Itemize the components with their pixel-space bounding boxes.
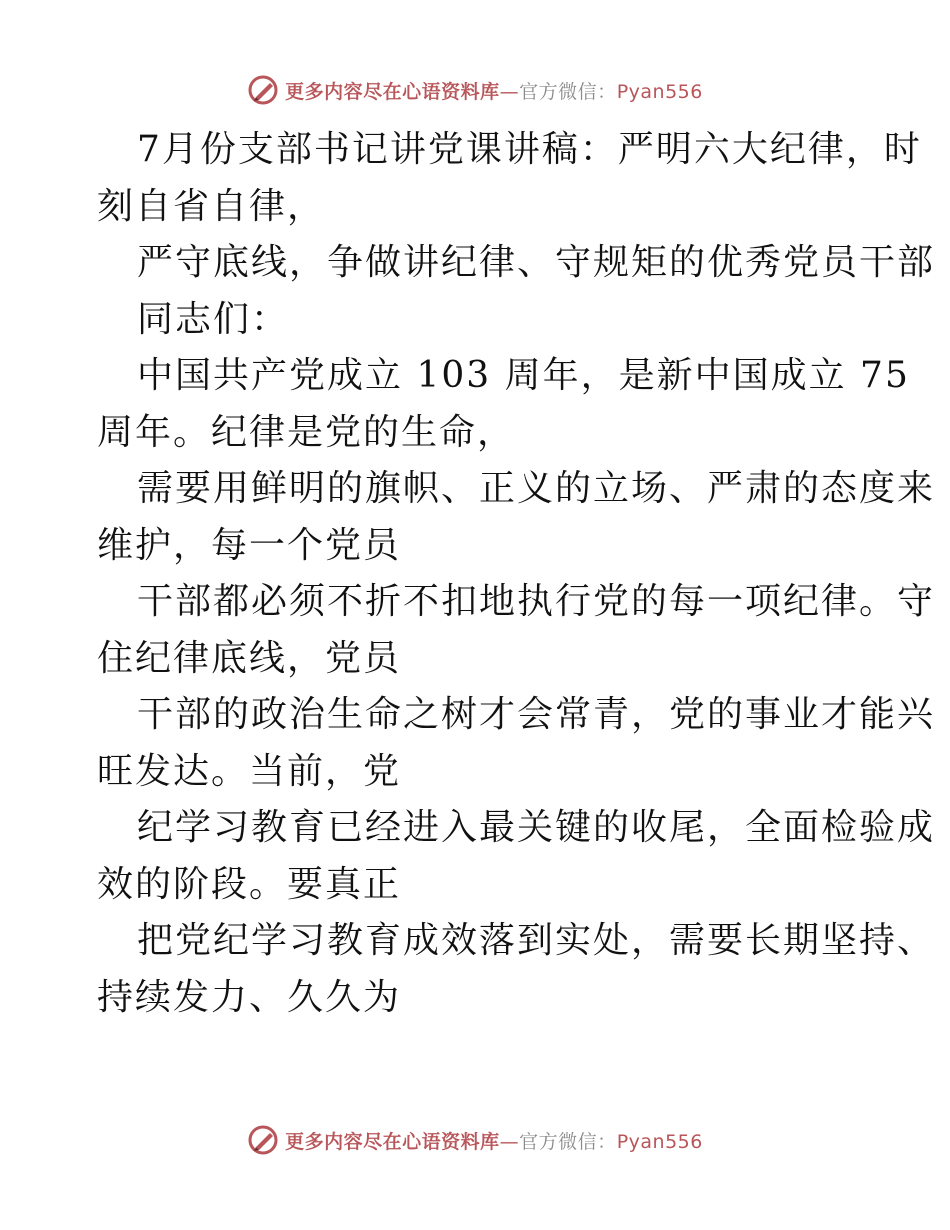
text-line: 效的阶段。要真正: [97, 863, 402, 905]
banner-official-label: 官方微信：: [519, 80, 617, 103]
pen-logo-icon: [247, 74, 279, 106]
banner-wechat-id: Pyan556: [616, 80, 703, 103]
header-watermark-banner: [0, 70, 950, 110]
text-line: 干部的政治生命之树才会常青，党的事业才能兴: [137, 694, 936, 735]
text-line: 干部都必须不折不扣地执行党的每一项纪律。守: [137, 581, 936, 622]
text-line: 持续发力、久久为: [97, 976, 402, 1018]
banner-site-name: 更多内容尽在心语资料库: [285, 1130, 500, 1153]
text-line: 中国共产党成立 103 周年，是新中国成立 75: [137, 355, 910, 396]
banner-wechat-id: Pyan556: [616, 1130, 703, 1153]
text-line: 纪学习教育已经进入最关键的收尾，全面检验成: [137, 807, 936, 848]
banner-dash: —: [499, 80, 520, 103]
banner-official-label: 官方微信：: [519, 1130, 617, 1153]
text-line: 严守底线，争做讲纪律、守规矩的优秀党员干部: [137, 242, 936, 283]
text-line: 7月份支部书记讲党课讲稿：严明六大纪律，时: [137, 129, 922, 170]
document-body: [97, 122, 936, 1026]
text-line: 刻自省自律，: [97, 185, 326, 227]
text-line: 把党纪学习教育成效落到实处，需要长期坚持、: [137, 920, 936, 961]
banner-site-name: 更多内容尽在心语资料库: [285, 80, 500, 103]
banner-dash: —: [499, 1130, 520, 1153]
text-line: 周年。纪律是党的生命，: [97, 411, 516, 453]
text-line: 维护，每一个党员: [97, 524, 402, 566]
footer-watermark-banner: [0, 1120, 950, 1160]
text-line: 旺发达。当前，党: [97, 750, 402, 792]
text-line: 同志们：: [137, 298, 290, 340]
text-line: 住纪律底线，党员: [97, 637, 402, 679]
pen-logo-icon: [247, 1124, 279, 1156]
text-line: 需要用鲜明的旗帜、正义的立场、严肃的态度来: [137, 468, 936, 509]
